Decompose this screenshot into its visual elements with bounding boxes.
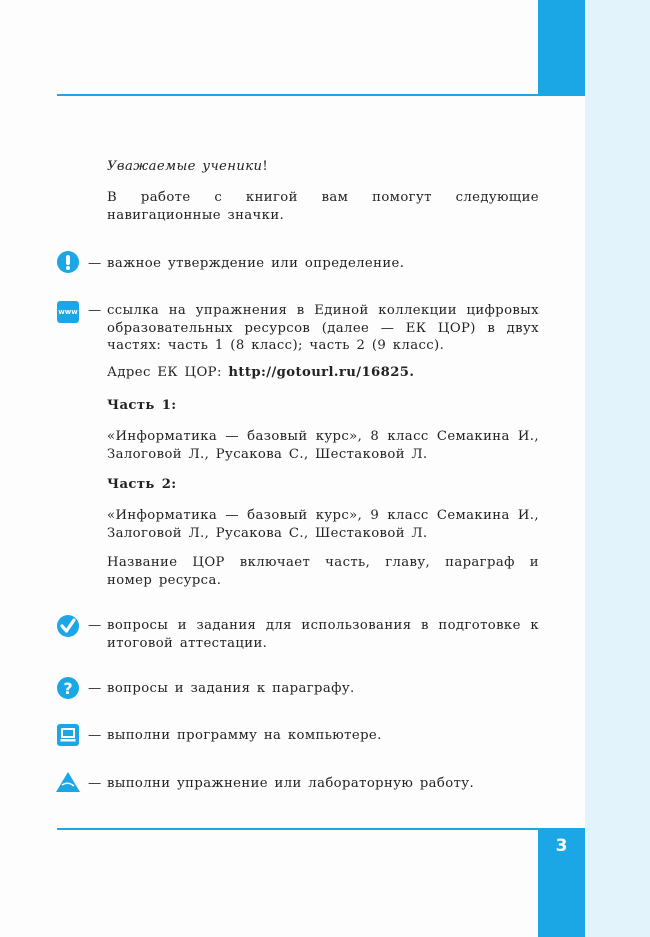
www-icon: www: [57, 301, 79, 323]
dash: —: [88, 728, 102, 743]
item-lab: выполни упражнение или лабораторную работу.: [107, 776, 475, 791]
part1-title: Часть 1:: [107, 398, 177, 413]
dash: —: [88, 681, 102, 696]
address-url[interactable]: http://gotourl.ru/16825.: [228, 365, 415, 380]
greeting: [107, 158, 539, 176]
page-number: 3: [555, 836, 568, 856]
item-questions: вопросы и задания к параграфу.: [107, 681, 355, 696]
side-strip: [585, 0, 650, 937]
address: [107, 364, 539, 382]
question-icon: [57, 677, 79, 699]
part2-title: Часть 2:: [107, 477, 177, 492]
dash: —: [88, 618, 102, 633]
greeting-text: Уважаемые ученики: [107, 159, 263, 174]
top-accent-bar: [538, 0, 585, 95]
item-attestation: вопросы и задания для использования в подготовке к итоговой аттестации.: [107, 618, 539, 651]
item-computer: выполни программу на компьютере.: [107, 728, 382, 743]
bottom-rule: [57, 828, 585, 830]
dash: —: [88, 303, 102, 318]
lab-flask-icon: [55, 771, 81, 793]
dash: —: [88, 256, 102, 271]
checkmark-icon: [57, 615, 79, 637]
svg-text:?: ?: [63, 679, 73, 698]
part1-text: «Информатика — базовый курс», 8 класс Семакина И., Залоговой Л., Русакова С., Шестаковой Л.: [107, 429, 539, 462]
exclamation-icon: [57, 251, 79, 273]
address-label: Адрес ЕК ЦОР:: [107, 365, 222, 380]
dash: —: [88, 776, 102, 791]
computer-icon: [57, 724, 79, 746]
item-important: важное утверждение или определение.: [107, 256, 405, 271]
item-www: ссылка на упражнения в Единой коллекции цифровых образовательных ресурсов (далее — ЕК ЦОР) в двух частях: часть 1 (8 класс); часть 2 (9 класс).: [107, 303, 539, 353]
greeting-punct: !: [262, 159, 269, 174]
intro: В работе с книгой вам помогут следующие навигационные значки.: [107, 190, 539, 223]
naming-note: Название ЦОР включает часть, главу, параграф и номер ресурса.: [107, 555, 539, 588]
top-rule: [57, 94, 585, 96]
part2-text: «Информатика — базовый курс», 9 класс Семакина И., Залоговой Л., Русакова С., Шестаковой Л.: [107, 508, 539, 541]
